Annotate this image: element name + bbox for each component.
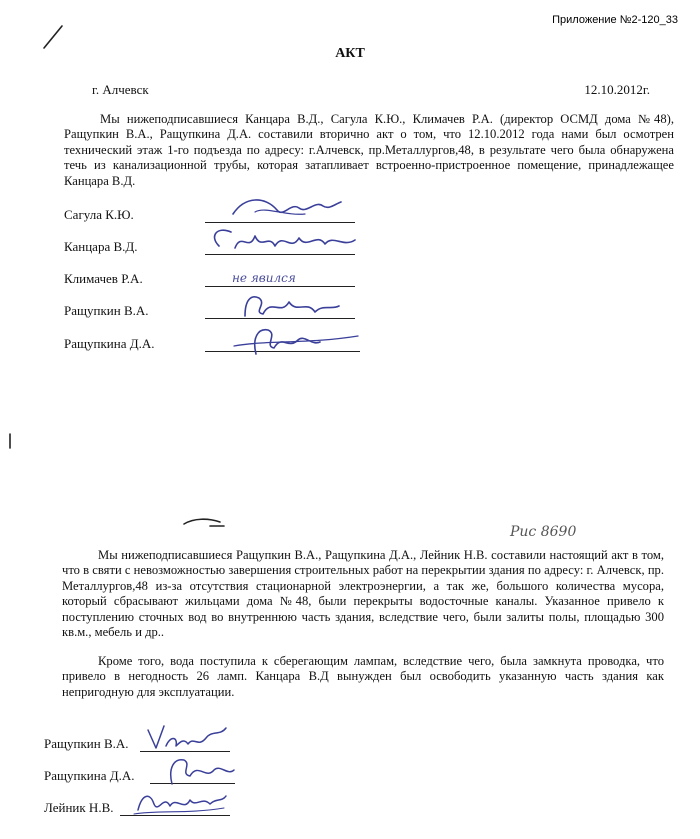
document-title: АКТ: [335, 46, 365, 61]
signer-name: Ращупкина Д.А.: [64, 336, 155, 351]
red-pen-mark: [180, 512, 230, 532]
signer-name: Климачев Р.А.: [64, 271, 143, 286]
signature-image: [128, 784, 228, 820]
act1-paragraph: Мы нижеподписавшиеся Канцара В.Д., Сагула К.Ю., Климачев Р.А. (директор ОСМД дома №48), Ращупкин В.А., Ращупкина Д.А. составили вторично акт о том, что 12.10.2012 года нами был осмотрен технический этаж 1-го подъезда по адресу: г.Алчевск, пр.Металлургов,48, в результате чего была обнаружена течь из канализационной трубы, которая затапливает встроенно-пристроенное помещение, принадлежащее Канцара В.Д.: [64, 112, 674, 188]
act2-paragraph-1: Мы нижеподписавшиеся Ращупкин В.А., Ращупкина Д.А., Лейник Н.В. составили настоящий акт в том, что в святи с невозможностью завершения строительных работ на перекрытии здания по адресу: г. Алчевск, пр. Металлургов,48 из-за отсутствия стационарной электроэнергии, а так же, большого количества мусора, который сбрасывают жильцами дома №48, были перекрыты водосточные каналы. Указанное привело к поступлению сточных вод во внутреннюю часть здания, вследствие чего, были залиты полы, площадью 300 кв.м., мебель и др..: [62, 548, 664, 640]
city: г. Алчевск: [92, 82, 149, 97]
signature-image: [225, 192, 345, 226]
signature-image: [235, 290, 345, 322]
signature-image: [140, 716, 230, 754]
signature-image: [228, 320, 363, 360]
appendix-number: Приложение №2-120_33: [552, 14, 678, 26]
signer-name: Канцара В.Д.: [64, 239, 138, 254]
signer-name: Лейник Н.В.: [44, 800, 114, 815]
act2-paragraph-2: Кроме того, вода поступила к сберегающим лампам, вследствие чего, была замкнута проводка, что привело в негодность 26 ламп. Канцара В.Д вынужден был освободить указанную часть здания как непригодную для эксплуатации.: [62, 654, 664, 699]
signer-name: Ращупкина Д.А.: [44, 768, 135, 783]
document-date: 12.10.2012г.: [584, 82, 650, 97]
absence-note: не явился: [232, 271, 296, 285]
handwritten-note: Рис 8690: [510, 524, 577, 540]
signature-image: [205, 222, 365, 258]
scan-artifact-mark: [4, 432, 16, 452]
signer-name: Ращупкин В.А.: [44, 736, 129, 751]
signature-line: [205, 286, 355, 287]
signer-name: Ращупкин В.А.: [64, 303, 149, 318]
signature-image: [158, 752, 238, 788]
signer-name: Сагула К.Ю.: [64, 207, 134, 222]
